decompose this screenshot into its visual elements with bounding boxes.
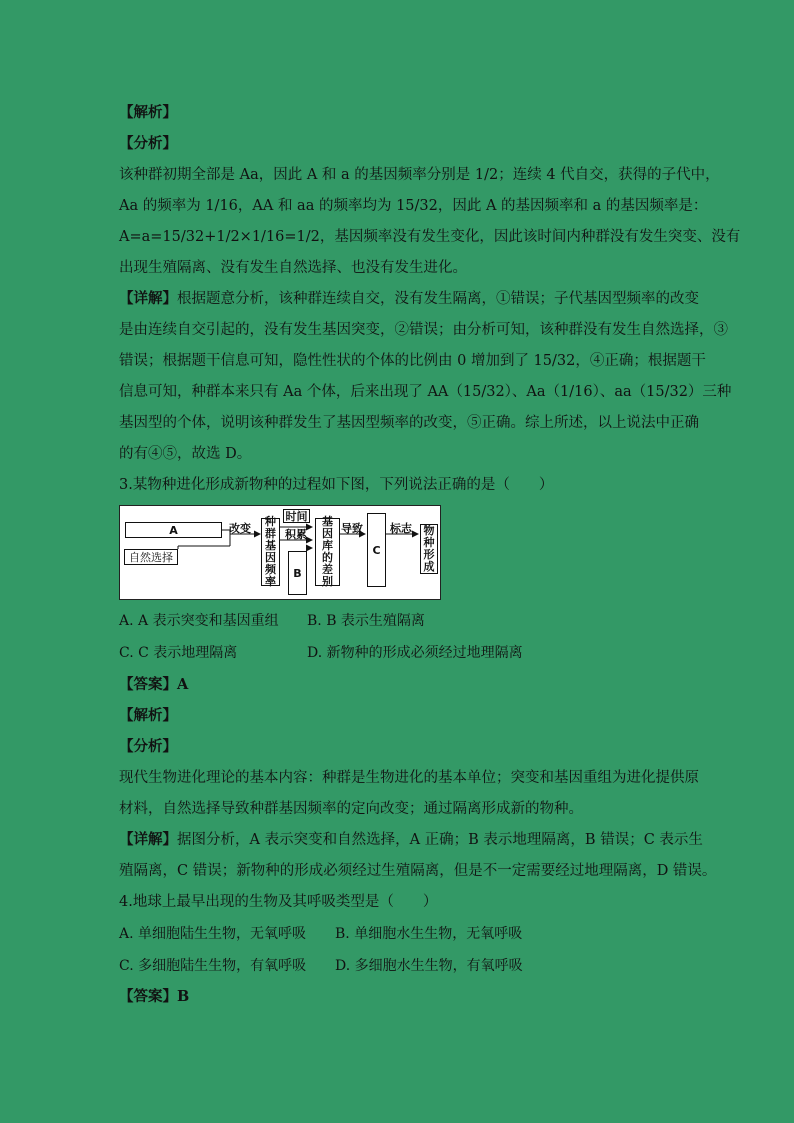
option-b: B. B 表示生殖隔离 xyxy=(307,613,425,629)
analysis-line: 该种群初期全部是 Aa，因此 A 和 a 的基因频率分别是 1/2；连续 4 代自交，获得的子代中， xyxy=(119,167,720,183)
detail-line: 殖隔离，C 错误；新物种的形成必须经过生殖隔离，但是不一定需要经过地理隔离，D 错误。 xyxy=(119,863,717,879)
question-3-text: 3.某物种进化形成新物种的过程如下图，下列说法正确的是（ ） xyxy=(119,477,554,493)
option-d: D. 多细胞水生生物，有氧呼吸 xyxy=(335,958,523,974)
section-label-detail: 【详解】 xyxy=(119,290,177,307)
detail-paragraph-first: 【详解】根据题意分析，该种群连续自交，没有发生隔离，①错误；子代基因型频率的改变 xyxy=(119,290,699,307)
section-label-jiexi: 【解析】 xyxy=(119,104,177,121)
box-b: B xyxy=(288,551,307,595)
detail-line: 错误；根据题干信息可知，隐性性状的个体的比例由 0 增加到了 15/32，④正确；根据题干 xyxy=(119,353,706,369)
answer-label: 【答案】A xyxy=(119,676,189,693)
detail-line: 基因型的个体，说明该种群发生了基因型频率的改变，⑤正确。综上所述，以上说法中正确 xyxy=(119,415,699,431)
answer-label: 【答案】B xyxy=(119,988,190,1005)
analysis-line: 出现生殖隔离、没有发生自然选择、也没有发生进化。 xyxy=(119,260,467,276)
option-c: C. 多细胞陆生生物，有氧呼吸 xyxy=(119,958,307,974)
box-c: C xyxy=(367,513,386,587)
section-label-fenxi: 【分析】 xyxy=(119,135,177,152)
option-a: A. A 表示突变和基因重组 xyxy=(119,613,279,629)
section-label-jiexi: 【解析】 xyxy=(119,707,177,724)
box-a: A xyxy=(125,522,222,538)
label-change: 改变 xyxy=(229,522,251,535)
option-c: C. C 表示地理隔离 xyxy=(119,645,238,661)
box-new-species: 物种形成 xyxy=(420,524,438,574)
section-label-detail: 【详解】 xyxy=(119,831,177,848)
detail-paragraph-first: 【详解】据图分析，A 表示突变和自然选择，A 正确；B 表示地理隔离，B 错误；C 表示生 xyxy=(119,831,703,848)
box-time: 时间 xyxy=(283,509,310,523)
box-gene-frequency: 种群基因频率 xyxy=(261,518,280,586)
detail-line: 信息可知，种群本来只有 Aa 个体，后来出现了 AA（15/32）、Aa（1/16）、aa（15/32）三种 xyxy=(119,384,732,400)
label-accumulate: 积累 xyxy=(285,528,307,541)
label-lead-to: 导致 xyxy=(341,522,363,535)
analysis-line: Aa 的频率为 1/16，AA 和 aa 的频率均为 15/32，因此 A 的基因频率和 a 的基因频率是： xyxy=(119,198,708,214)
speciation-diagram xyxy=(119,505,441,600)
question-4-text: 4.地球上最早出现的生物及其呼吸类型是（ ） xyxy=(119,894,438,910)
section-label-fenxi: 【分析】 xyxy=(119,738,177,755)
box-gene-pool-difference: 基因库的差别 xyxy=(315,518,340,586)
box-natural-selection: 自然选择 xyxy=(124,549,178,565)
option-a: A. 单细胞陆生生物，无氧呼吸 xyxy=(119,926,307,942)
detail-line: 是由连续自交引起的，没有发生基因突变，②错误；由分析可知，该种群没有发生自然选择，③ xyxy=(119,322,728,338)
option-d: D. 新物种的形成必须经过地理隔离 xyxy=(307,645,523,661)
detail-line: 的有④⑤，故选 D。 xyxy=(119,446,252,462)
option-b: B. 单细胞水生生物，无氧呼吸 xyxy=(335,926,523,942)
analysis-line: 现代生物进化理论的基本内容：种群是生物进化的基本单位；突变和基因重组为进化提供原 xyxy=(119,770,699,786)
analysis-line: 材料，自然选择导致种群基因频率的定向改变；通过隔离形成新的物种。 xyxy=(119,801,583,817)
analysis-line: A=a=15/32+1/2×1/16=1/2，基因频率没有发生变化，因此该时间内种群没有发生突变、没有 xyxy=(119,229,741,245)
label-mark: 标志 xyxy=(390,522,412,535)
